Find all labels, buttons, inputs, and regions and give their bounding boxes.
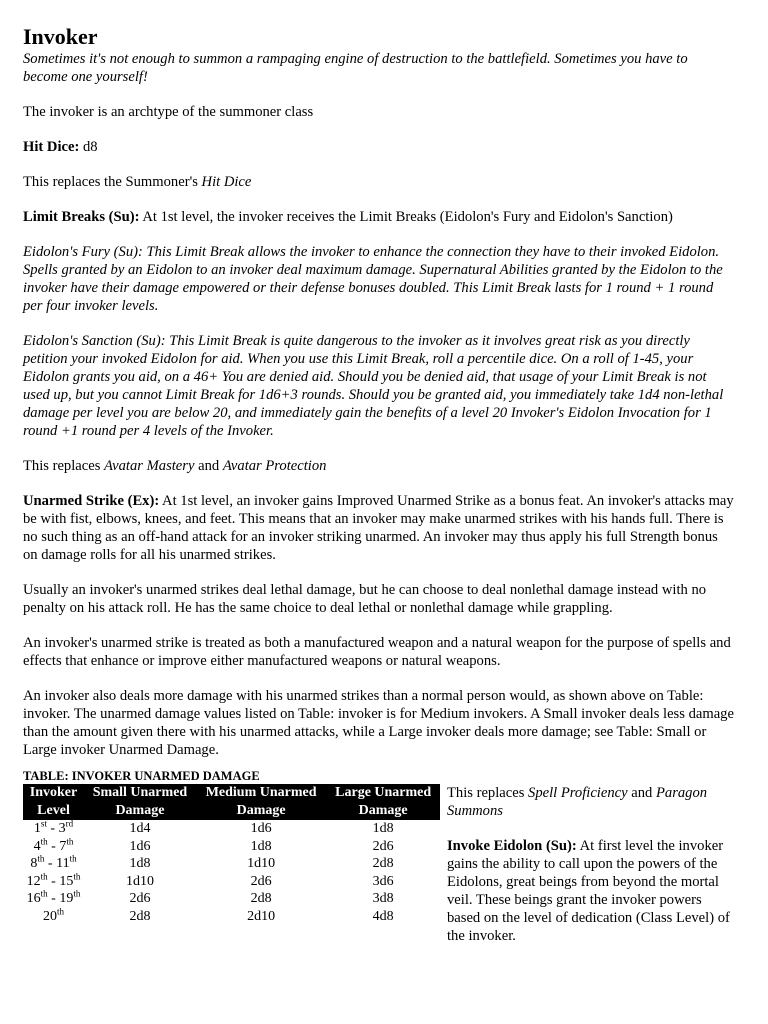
level-cell: 20th: [42, 905, 64, 924]
replaces-prefix: This replaces the Summoner's: [23, 174, 202, 190]
lower-section: [23, 784, 735, 945]
medium-cell: 2d10: [247, 908, 276, 924]
small-cell: 2d6: [129, 891, 151, 906]
header-small: Small Unarmed Damage: [84, 784, 196, 820]
replaced-feature: Spell Proficiency: [528, 785, 628, 801]
large-cell: 2d8: [372, 856, 394, 871]
table-title: TABLE: INVOKER UNARMED DAMAGE: [23, 769, 260, 783]
large-cell: 3d6: [372, 873, 394, 889]
table-row: [23, 838, 440, 856]
medium-cell: 1d8: [250, 838, 272, 854]
replaced-feature: Hit Dice: [201, 174, 252, 190]
replaced-feature: Avatar Mastery: [104, 458, 195, 474]
table-header-row: [23, 784, 440, 820]
eidolons-fury-para: Eidolon's Fury (Su): This Limit Break allows the invoker to enhance the connection they have to their invoked Eidolon. Spells granted by an Eidolon to an invoker deal maximum damage. Supernatural Abilities granted by the Eidolon to the invoker have their damage empowered or their defense bonuses doubled. This Limit Break lasts for 1 round + 1 round per four invoker levels.: [23, 244, 723, 314]
level-cell: 16th - 19th: [26, 888, 81, 906]
side-column: [447, 784, 735, 945]
level-cell: 12th - 15th: [26, 870, 81, 889]
large-cell: 2d6: [372, 838, 394, 854]
medium-cell: 1d10: [247, 856, 276, 871]
replaces-avatar: [23, 457, 735, 475]
table-row: [23, 908, 440, 926]
intro-text: The invoker is an archtype of the summoner class: [23, 104, 314, 120]
weapon-para: An invoker's unarmed strike is treated as both a manufactured weapon and a natural weapon for the purpose of spells and effects that enhance or improve either manufactured weapons or natural weapons.: [23, 635, 731, 669]
large-cell: 4d8: [372, 908, 394, 924]
hit-dice-line: [23, 138, 735, 156]
eidolons-sanction-para: Eidolon's Sanction (Su): This Limit Break is quite dangerous to the invoker as it involves great risk as you directly petition your invoked Eidolon for aid. When you use this Limit Break, roll a percentile dice. On a roll of 1-45, your Eidolon grants you aid, on a 46+ You are denied aid. Should you be denied aid, that usage of your Limit Break is not used up, but you cannot Limit Break for 1d6+3 rounds. Should you be granted aid, you immediately take 1d4 non-lethal damage per level you are below 20, and immediately gain the benefits of a level 20 Invoker's Eidolon Invocation for 1 round +1 round per 4 levels of the Invoker.: [23, 333, 724, 439]
medium-cell: 2d6: [250, 873, 272, 889]
table-row: [23, 820, 440, 838]
replaces-prefix: This replaces: [23, 458, 105, 474]
table-row: [23, 890, 440, 908]
unarmed-strike-label: Unarmed Strike (Ex):: [23, 493, 160, 509]
invoke-eidolon-label: Invoke Eidolon (Su):: [447, 838, 577, 854]
replaces-and: and: [194, 458, 223, 474]
document-page: [23, 24, 735, 945]
damage-para: An invoker also deals more damage with his unarmed strikes than a normal person would, as shown above on Table: invoker. The unarmed damage values listed on Table: invoker is for Medium invokers. A Small invoker deals less damage than the amount given there with his unarmed attacks, while a Large invoker deals more damage; see Table: Small or Large invoker Unarmed Damage.: [23, 688, 734, 758]
hit-dice-label: Hit Dice:: [23, 139, 80, 155]
replaced-feature: Paragon Summons: [447, 785, 708, 819]
subtitle: Sometimes it's not enough to summon a rampaging engine of destruction to the battlefield. Sometimes you have to become one yourself!: [23, 51, 688, 85]
page-title: Invoker: [23, 24, 98, 49]
level-cell: 8th - 11th: [30, 853, 77, 871]
limit-breaks-label: Limit Breaks (Su):: [23, 209, 140, 225]
level-cell: 4th - 7th: [33, 835, 74, 854]
limit-breaks-text: At 1st level, the invoker receives the Limit Breaks (Eidolon's Fury and Eidolon's Sanction): [139, 209, 673, 225]
header-level: Invoker Level: [23, 784, 84, 820]
invoke-eidolon-para: [447, 837, 735, 945]
replaces-prefix: This replaces: [447, 785, 529, 801]
replaced-feature: Avatar Protection: [222, 458, 327, 474]
small-cell: 1d6: [129, 838, 151, 854]
large-cell: 3d8: [372, 891, 394, 906]
replaces-and: and: [627, 785, 656, 801]
small-cell: 1d10: [125, 873, 154, 889]
header-medium: Medium Unarmed Damage: [196, 784, 326, 820]
lethal-damage-para: Usually an invoker's unarmed strikes deal lethal damage, but he can choose to deal nonlethal damage instead with no penalty on his attack roll. He has the same choice to deal lethal or nonlethal damage while grappling.: [23, 582, 707, 616]
level-cell: 1st - 3rd: [33, 818, 74, 836]
small-cell: 1d8: [129, 856, 151, 871]
replaces-hit-dice: [23, 173, 735, 191]
small-cell: 2d8: [129, 908, 151, 924]
medium-cell: 2d8: [250, 891, 272, 906]
medium-cell: 1d6: [250, 821, 272, 836]
unarmed-strike-text: At 1st level, an invoker gains Improved Unarmed Strike as a bonus feat. An invoker's attacks may be with fist, elbows, knees, and feet. This means that an invoker may make unarmed strikes with his hands full. There is no such thing as an off-hand attack for an invoker striking unarmed. An invoker may thus apply his full Strength bonus on damage rolls for all his unarmed strikes.: [23, 493, 734, 563]
hit-dice-value: d8: [79, 139, 98, 155]
table-row: [23, 855, 440, 873]
small-cell: 1d4: [129, 821, 151, 836]
header-large: Large Unarmed Damage: [326, 784, 440, 820]
large-cell: 1d8: [372, 821, 394, 836]
unarmed-damage-table: [23, 784, 440, 925]
limit-breaks-para: [23, 208, 735, 226]
invoke-eidolon-text: At first level the invoker gains the ability to call upon the powers of the Eidolons, great beings from beyond the mortal veil. These beings grant the invoker powers based on the level of dedication (Class Level) of the invoker.: [447, 838, 730, 944]
table-row: [23, 873, 440, 891]
unarmed-strike-para: [23, 492, 735, 564]
replaces-spell: [447, 784, 735, 820]
